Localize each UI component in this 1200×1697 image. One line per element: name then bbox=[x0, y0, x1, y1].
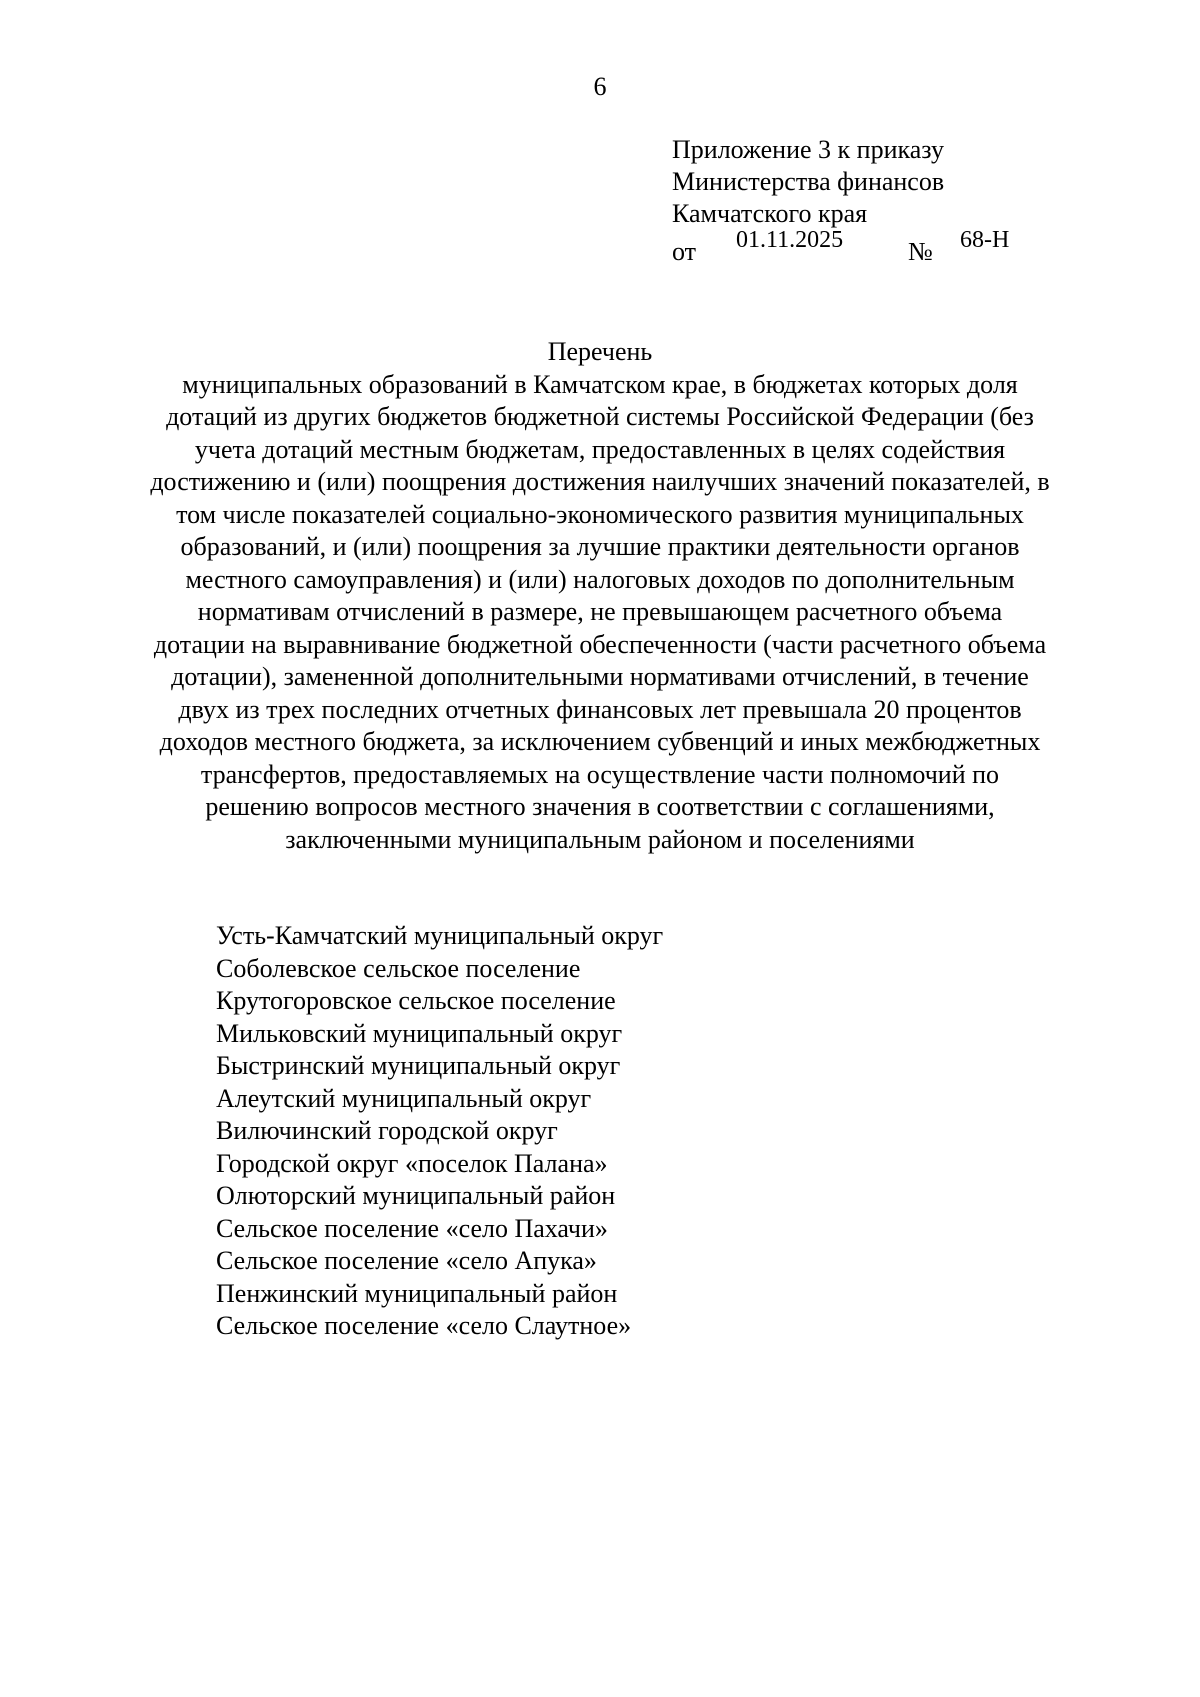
list-item: Быстринский муниципальный округ bbox=[216, 1051, 621, 1080]
list-item: Усть-Камчатский муниципальный округ bbox=[216, 921, 664, 950]
list-item: Мильковский муниципальный округ bbox=[216, 1018, 623, 1048]
document-title bbox=[150, 336, 1050, 856]
list-item: Алеутский муниципальный округ bbox=[216, 1083, 592, 1113]
order-number-label: № bbox=[908, 237, 933, 266]
appendix-line: Министерства финансов bbox=[672, 167, 945, 196]
list-item: Олюторский муниципальный район bbox=[216, 1181, 616, 1210]
order-date: 01.11.2025 bbox=[736, 227, 844, 253]
list-item: Городской округ «поселок Палана» bbox=[216, 1148, 608, 1178]
order-details bbox=[672, 227, 1092, 266]
municipality-list bbox=[216, 920, 1016, 1343]
list-item: Вилючинский городской округ bbox=[216, 1116, 558, 1145]
list-item: Крутогоровское сельское поселение bbox=[216, 986, 616, 1015]
order-from-label: от bbox=[672, 237, 697, 266]
title-heading: Перечень bbox=[547, 337, 653, 366]
appendix-line: Приложение 3 к приказу bbox=[672, 135, 945, 164]
appendix-header bbox=[672, 134, 1092, 266]
appendix-line: Камчатского края bbox=[672, 199, 868, 228]
list-item: Пенжинский муниципальный район bbox=[216, 1278, 618, 1308]
list-item: Соболевское сельское поселение bbox=[216, 953, 581, 983]
list-item: Сельское поселение «село Пахачи» bbox=[216, 1213, 608, 1243]
page-number: 6 bbox=[593, 72, 607, 101]
list-item: Сельское поселение «село Слаутное» bbox=[216, 1311, 632, 1340]
list-item: Сельское поселение «село Апука» bbox=[216, 1246, 597, 1275]
title-body: муниципальных образований в Камчатском крае, в бюджетах которых доля дотаций из других бюджетов бюджетной системы Российской Федерации (без учета дотаций местным бюджетам, предоставленных в целях содействия достижению и (или) поощрения достижения наилучших значений показателей, в том числе показателей социально-экономического развития муниципальных образований, и (или) поощрения за лучшие практики деятельности органов местного самоуправления) и (или) налоговых доходов по дополнительным нормативам отчислений в размере, не превышающем расчетного объема дотации на выравнивание бюджетной обеспеченности (части расчетного объема дотации), замененной дополнительными нормативами отчислений, в течение двух из трех последних отчетных финансовых лет превышала 20 процентов доходов местного бюджета, за исключением субвенций и иных межбюджетных трансфертов, предоставляемых на осуществление части полномочий по решению вопросов местного значения в соответствии с соглашениями, заключенными муниципальным районом и поселениями bbox=[150, 369, 1050, 854]
order-number: 68-Н bbox=[960, 227, 1010, 253]
